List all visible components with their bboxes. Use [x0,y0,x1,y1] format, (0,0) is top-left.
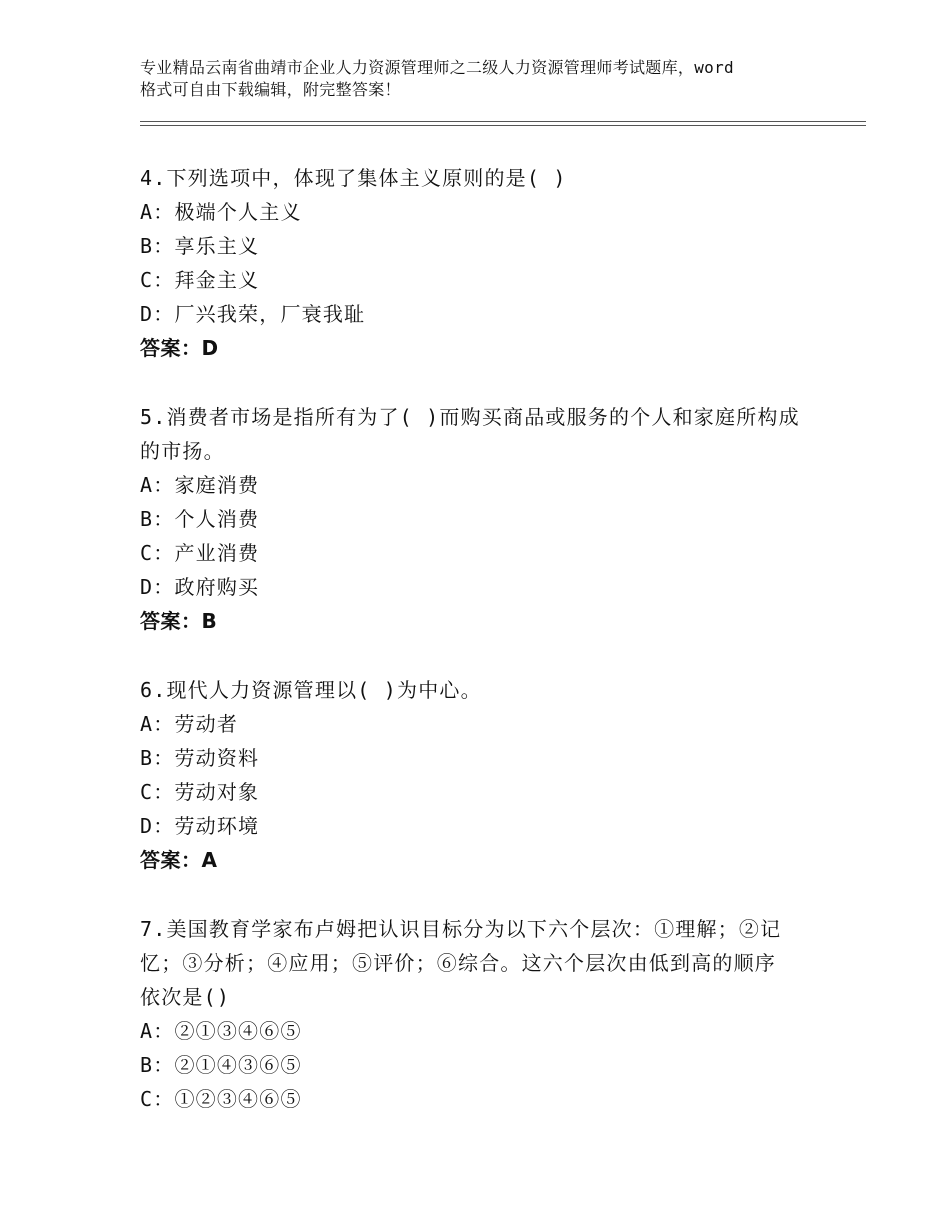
question-stem: 7.美国教育学家布卢姆把认识目标分为以下六个层次：①理解；②记 [140,917,782,941]
answer-line: 答案：B [140,609,218,633]
option-d: D：劳动环境 [140,814,260,838]
answer-line: 答案：A [140,848,218,872]
option-d: D：厂兴我荣，厂衰我耻 [140,302,366,326]
question-stem-continued: 忆；③分析；④应用；⑤评价；⑥综合。这六个层次由低到高的顺序 [140,951,776,975]
option-b: B：劳动资料 [140,746,260,770]
question-stem: 6.现代人力资源管理以( )为中心。 [140,678,482,702]
option-b: B：个人消费 [140,507,260,531]
question-stem: 5.消费者市场是指所有为了( )而购买商品或服务的个人和家庭所构成 [140,405,800,429]
question-stem-continued: 依次是() [140,985,231,1009]
option-a: A：家庭消费 [140,473,260,497]
header-line-2: 格式可自由下载编辑，附完整答案！ [140,80,401,99]
option-c: C：拜金主义 [140,268,260,292]
header-divider-bottom [140,125,866,126]
answer-line: 答案：D [140,336,219,360]
option-a: A：劳动者 [140,712,239,736]
option-d: D：政府购买 [140,575,260,599]
question-4 [140,161,820,365]
option-c: C：产业消费 [140,541,260,565]
option-c: C：①②③④⑥⑤ [140,1087,302,1111]
question-6 [140,673,820,877]
option-b: B：享乐主义 [140,234,260,258]
option-b: B：②①④③⑥⑤ [140,1053,302,1077]
question-5 [140,400,820,638]
option-a: A：②①③④⑥⑤ [140,1019,302,1043]
header-line-1: 专业精品云南省曲靖市企业人力资源管理师之二级人力资源管理师考试题库，word [140,58,734,77]
option-a: A：极端个人主义 [140,200,302,224]
header-divider-top [140,121,866,122]
question-stem: 4.下列选项中，体现了集体主义原则的是( ) [140,166,567,190]
question-stem-continued: 的市扬。 [140,439,225,463]
question-7 [140,912,820,1116]
option-c: C：劳动对象 [140,780,260,804]
document-header [140,57,840,101]
